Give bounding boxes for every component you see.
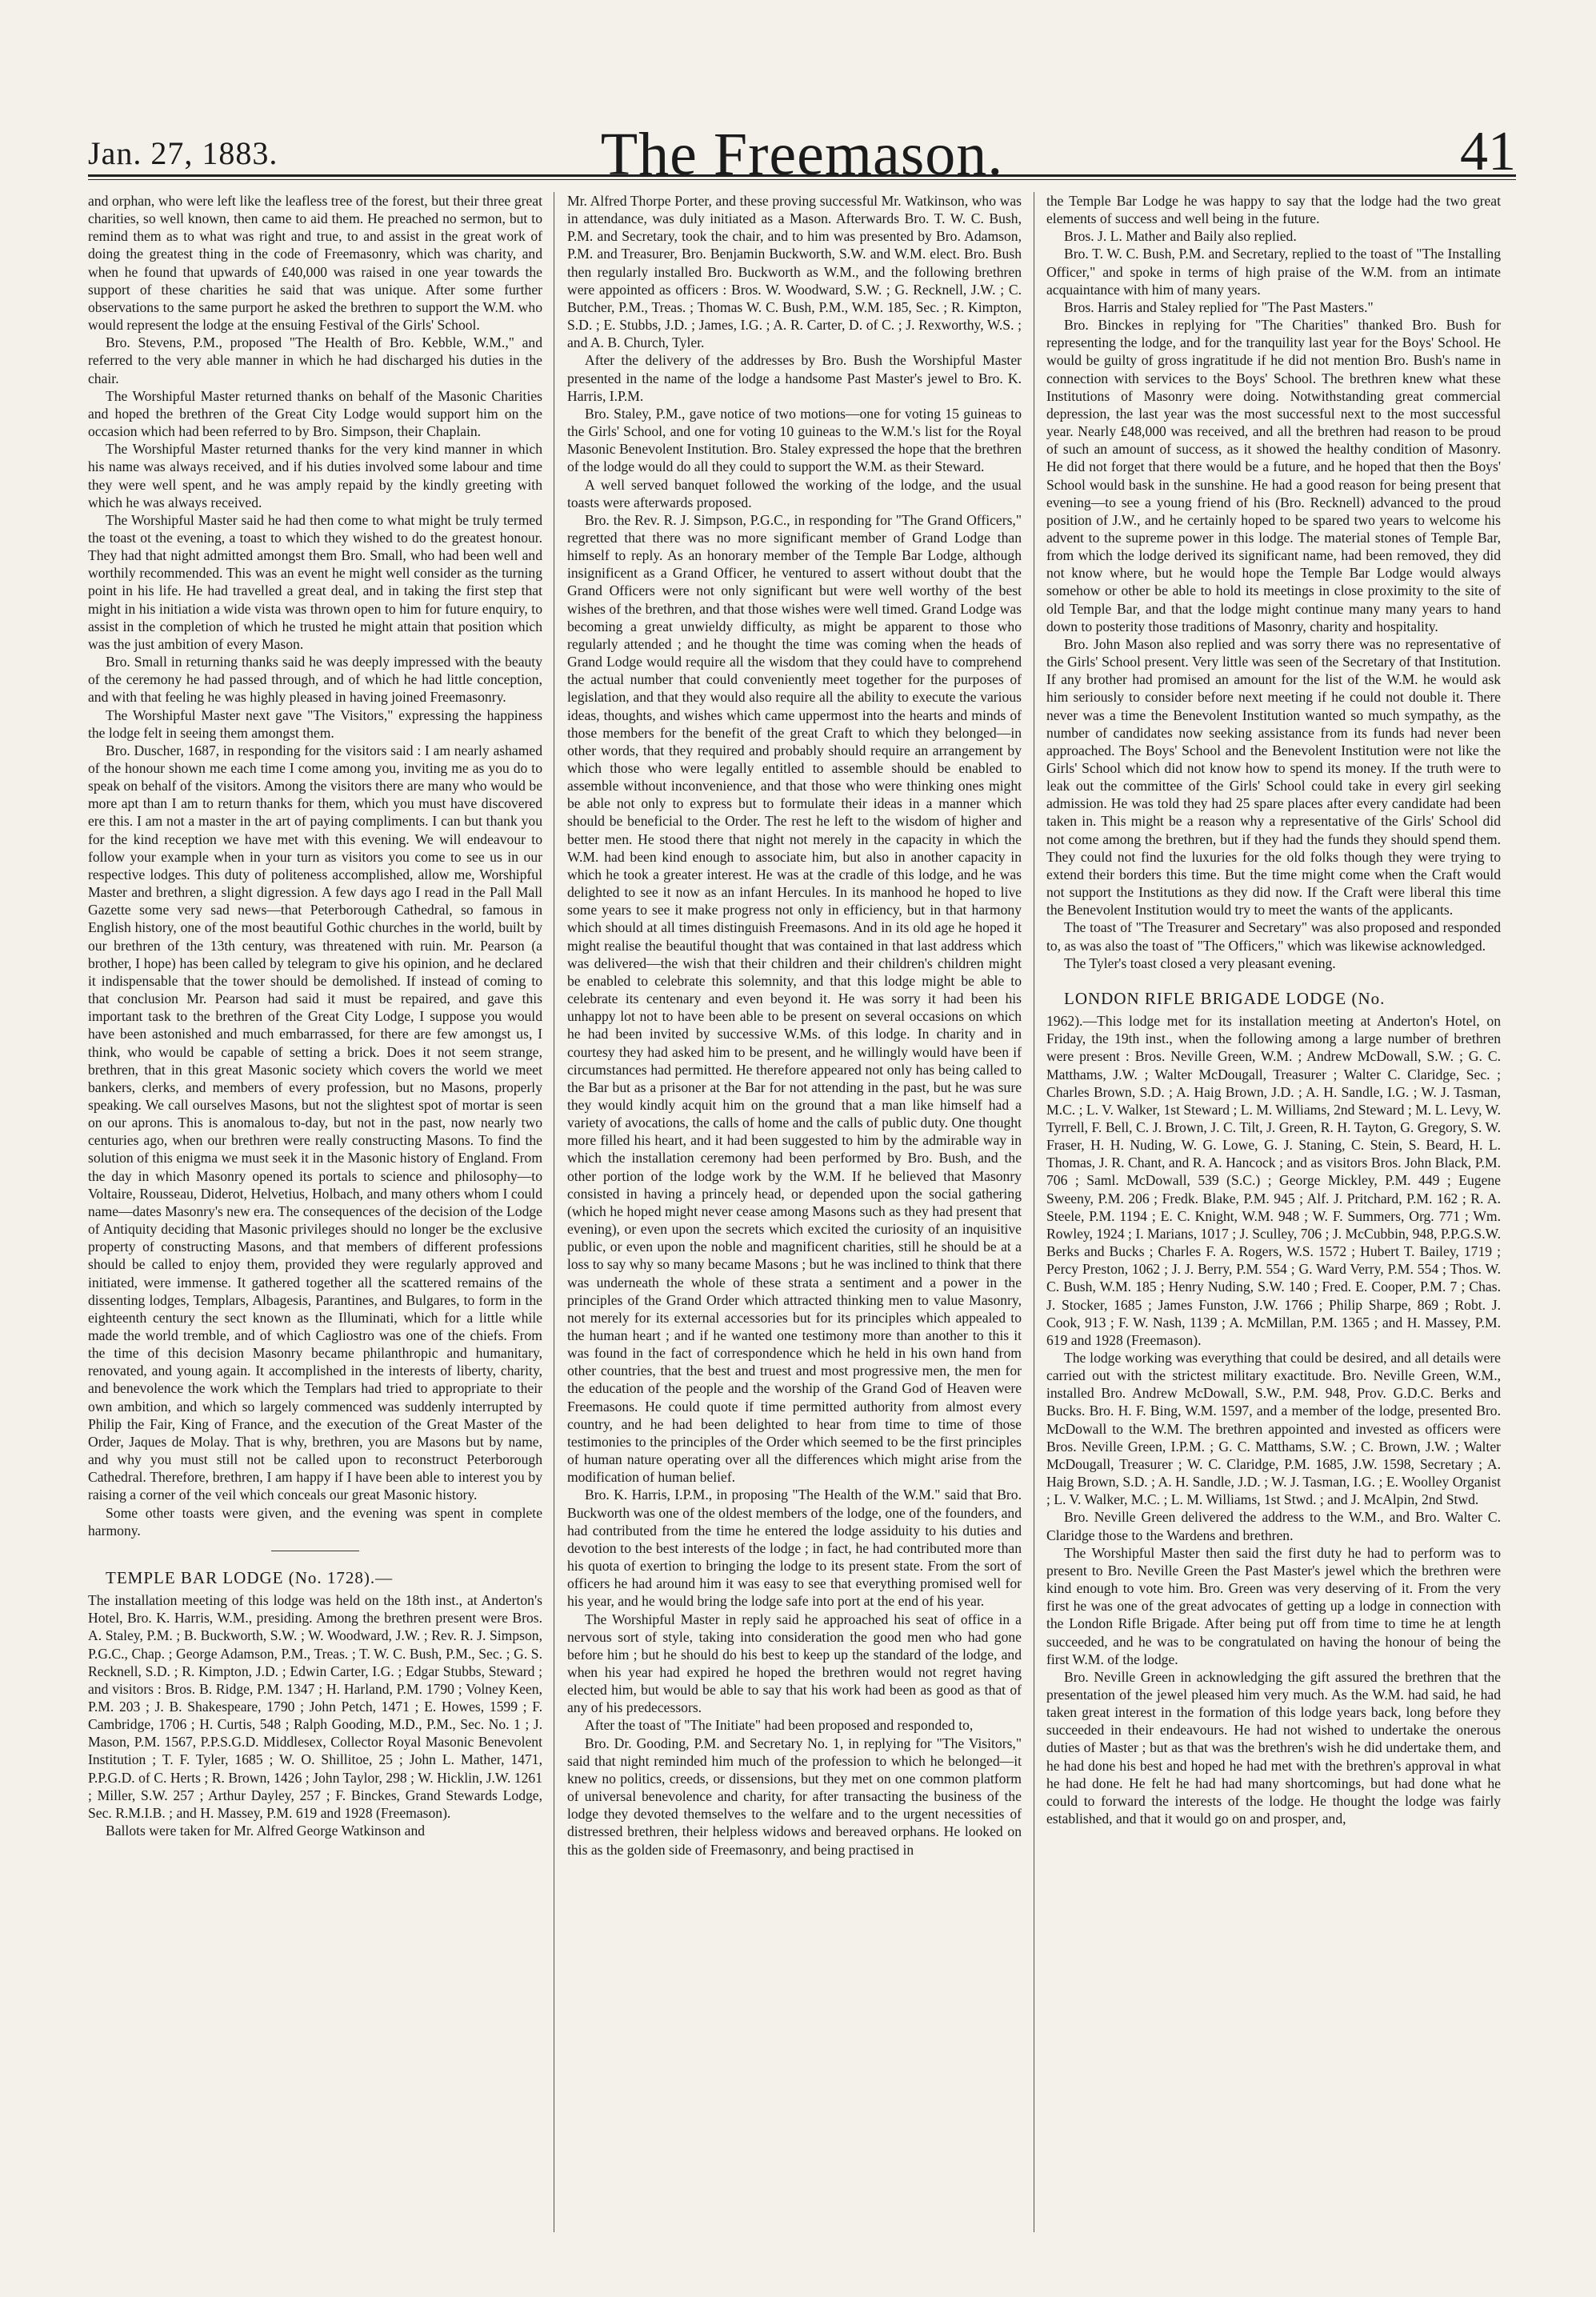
section-heading: LONDON RIFLE BRIGADE LODGE (No. [1064, 988, 1386, 1008]
section-heading: TEMPLE BAR LODGE (No. 1728).— [106, 1567, 394, 1587]
paragraph: Bro. T. W. C. Bush, P.M. and Secretary, replied to the toast of "The Installing Officer," and spoke in terms of high praise of the W.M. from an intimate acquaintance with him of many years. [1046, 246, 1501, 298]
column-2 [567, 192, 1022, 2240]
paragraph: The toast of "The Treasurer and Secretary" was also proposed and responded to, as was also the toast of "The Officers," which was likewise acknowledged. [1046, 919, 1501, 954]
paragraph: Bros. J. L. Mather and Baily also replied. [1064, 228, 1297, 245]
paragraph: After the toast of "The Initiate" had been proposed and responded to, [585, 1717, 974, 1734]
paragraph: Bro. Small in returning thanks said he was deeply impressed with the beauty of the ceremony he had passed through, and of which he had little conception, and with that feeling he was highly pleased in having joined Freemasonry. [88, 654, 542, 706]
paragraph: After the delivery of the addresses by Bro. Bush the Worshipful Master presented in the name of the lodge a handsome Past Master's jewel to Bro. K. Harris, I.P.M. [567, 352, 1022, 404]
paragraph: Bros. Harris and Staley replied for "The Past Masters." [1064, 298, 1374, 315]
paragraph: Mr. Alfred Thorpe Porter, and these proving successful Mr. Watkinson, who was in attendance, was duly initiated as a Mason. Afterwards Bro. T. W. C. Bush, P.M. and Secretary, took the chair, and to him was presented by Bro. Adamson, P.M. and Treasurer, Bro. Benjamin Buckworth, S.W. and W.M. elect. Bro. Bush then regularly installed Bro. Buckworth as W.M., and the following brethren were appointed as officers : Bros. W. Woodward, S.W. ; G. Recknell, J.W. ; C. Butcher, P.M., Treas. ; Thomas W. C. Bush, P.M., W.M. 185, Sec. ; R. Kimpton, S.D. ; E. Stubbs, J.D. ; James, I.G. ; A. R. Carter, D. of C. ; J. Rexworthy, W.S. ; and A. B. Church, Tyler. [567, 193, 1022, 351]
paragraph: The Worshipful Master next gave "The Visitors," expressing the happiness the lodge felt in seeing them amongst them. [88, 706, 542, 741]
paragraph: The Worshipful Master said he had then come to what might be truly termed the toast ot the evening, a toast to which they wished to do the greatest honour. They had that night admitted amongst them Bro. Small, who had been well and worthily recommended. This was an event he might well consider as the turning point in his life. He had travelled a great deal, and in taking the first step that might in his initiation a wide vista was thrown open to him for future enquiry, to assist in the completion of which he trusted he might attain that position which was the just ambition of every Mason. [88, 511, 542, 652]
issue-date: Jan. 27, 1883. [88, 135, 278, 171]
paragraph: Ballots were taken for Mr. Alfred George Watkinson and [106, 1823, 426, 1839]
paragraph: Bro. Duscher, 1687, in responding for the visitors said : I am nearly ashamed of the honour shown me each time I come among you, inviting me as you do to speak on behalf of the visitors. Among the visitors there are many who would be more apt than I am to return thanks for them, which you must have discovered ere this. I am not a master in the art of paying compliments. I can but thank you for the kind reception we have met with this evening. We will endeavour to follow your example when in your turn as visitors you come to see us in our respective lodges. This duty of politeness accomplished, allow me, Worshipful Master and brethren, a slight digression. A few days ago I read in the Pall Mall Gazette some very sad news—that Peterborough Cathedral, so famous in English history, one of the most beautiful Gothic churches in the world, built by our brethren of the 13th century, was threatened with ruin. Mr. Pearson (a brother, I hope) has been called by telegram to give his opinion, and he declared it indispensable that the tower should be demolished. If instead of coming to that conclusion Mr. Pearson had said it must be repaired, and gave this important task to the brethren of the Great City Lodge, I suppose you would have been astonished and much embarrassed, for there are few amongst us, I think, who would be capable of setting a brick. Does it not seem strange, brethren, that in this great Masonic society which covers the world we meet bankers, clerks, and members of every profession, but no Masons, properly speaking. We call ourselves Masons, but not the slightest spot of mortar is seen on our aprons. This is anomalous to-day, but not in the past, now nearly two centuries ago, when our brethren were really constructing Masons. To find the solution of this enigma we must seek it in the Masonic history of England. From the day in which Masonry opened its portals to science and philosophy—to Voltaire, Rousseau, Diderot, Helvetius, Holbach, and many others whom I could name—dates Masonry's new era. The consequences of the decision of the Lodge of Antiquity deciding that Masonic privileges should no longer be the exclusive property of constructing Masons, and that members of different professions should be called to enjoy them, provided they were regularly approved and initiated, were immense. It gathered together all the scattered remains of the dissenting lodges, Templars, Albagesis, Parantines, and Bulgares, to form in the eighteenth century the sect known as the Illuminati, which for a little while made the world tremble, and of which Cagliostro was one of the chiefs. From the time of this decision Masonry became philanthropic and humanitary, renovated, and young again. It accomplished in the interests of liberty, charity, and benevolence the work which the Templars had tried to appropriate to their own ambition, and which so largely commenced was suddenly interrupted by Philip the Fair, King of France, and the execution of the Great Master of the Order, Jaques de Molay. That is why, brethren, you are Masons but by name, and why you must still not be called upon to reconstruct Peterborough Cathedral. Therefore, brethren, I am happy if I have been able to interest you by raising a corner of the veil which conceals our great Masonic history. [88, 742, 542, 1503]
paragraph: Bro. Binckes in replying for "The Charities" thanked Bro. Bush for representing the lodge, and for the tranquility last year for the Boys' School. He would be guilty of gross ingratitude if he did not mention Bro. Bush's name in connection with services to the Boys' School. The brethren knew what these Institutions of Masonry were doing. Notwithstanding great commercial depression, the last year was the most successful next to the most successful year. Nearly £48,000 was received, and all the brethren had reason to be proud of such an amount of success, as it showed the healthy condition of Masonry. He did not forget that there would be a future, and he hoped that then the Boys' School would bask in the sunshine. He had a good reason for being present that evening—to see a young friend of his (Bro. Recknell) advanced to the proud position of J.W., and he certainly hoped to be spared two years to welcome his advent to the supreme power in this lodge. The material stones of Temple Bar, from which the lodge derived its significant name, had been removed, they did not know where, but he would hope the Temple Bar Lodge would always somehow or other be able to hold its meetings in close proximity to the site of old Temple Bar, and that the lodge might continue many many years to hand down to posterity those traditions of Masonry, charity and hospitality. [1046, 317, 1501, 634]
paragraph: The Tyler's toast closed a very pleasant evening. [1064, 954, 1336, 971]
masthead-title: The Freemason. [600, 121, 1004, 188]
paragraph: Bro. John Mason also replied and was sorry there was no representative of the Girls' School present. Very little was seen of the Secretary of that Institution. If any brother had promised an amount for the list of the W.M. he would ask him seriously to consider before next meeting if he could not double it. There never was a time the Benevolent Institution wanted so much sympathy, as the number of candidates now seeking assistance from its funds had never been approached. The Boys' School and the Benevolent Institution were not like the Girls' School which did not know how to spend its money. If the truth were to leak out the committee of the Girls' School could take in every girl seeking admission. He was told they had 25 spare places after every candidate had been taken in. This might be a reason why a representative of the Girls' School did not come among the brethren, but if they had the funds they should spend them. They could not find the luxuries for the old folks though they were trying to extend their borders this time. But the time might come when the Craft would not support the Institutions as they did now. If the Craft were liberal this time the Benevolent Institution would try to meet the wants of the applicants. [1046, 635, 1501, 918]
header-rule [88, 174, 1516, 177]
paragraph: the Temple Bar Lodge he was happy to say that the lodge had the two great elements of success and well being in the future. [1046, 193, 1501, 227]
column-1 [88, 192, 542, 2240]
paragraph: The installation meeting of this lodge was held on the 18th inst., at Anderton's Hotel, Bro. K. Harris, W.M., presiding. Among the brethren present were Bros. A. Staley, P.M. ; B. Buckworth, S.W. ; W. Woodward, J.W. ; Rev. R. J. Simpson, P.G.C., Chap. ; George Adamson, P.M., Treas. ; T. W. C. Bush, P.M., Sec. ; G. S. Recknell, S.D. ; R. Kimpton, J.D. ; Edwin Carter, I.G. ; Edgar Stubbs, Steward ; and visitors : Bros. B. Ridge, P.M. 1347 ; H. Harland, P.M. 1790 ; Volney Keen, P.M. 203 ; J. B. Shakespeare, 1790 ; John Petch, 1471 ; E. Howes, 1599 ; F. Cambridge, 1706 ; H. Curtis, 548 ; Ralph Gooding, M.D., P.M., Sec. No. 1 ; J. Mason, P.M. 1567, P.P.S.G.D. Middlesex, Collector Royal Masonic Benevolent Institution ; T. F. Tyler, 1685 ; W. O. Shillitoe, 25 ; John L. Mather, 1471, P.P.G.D. of C. Herts ; R. Brown, 1426 ; John Taylor, 298 ; W. Hicklin, J.W. 1261 ; Miller, S.W. 257 ; Arthur Dayley, 257 ; F. Binckes, Grand Stewards Lodge, Sec. R.M.I.B. ; and H. Massey, P.M. 619 and 1928 (Freemason). [88, 1592, 542, 1821]
paragraph: Some other toasts were given, and the evening was spent in complete harmony. [88, 1504, 542, 1539]
paragraph: Bro. K. Harris, I.P.M., in proposing "The Health of the W.M." said that Bro. Buckworth was one of the oldest members of the lodge, one of the founders, and had contributed from the time he entered the lodge assiduity to his duties and devotion to the best interests of the lodge ; in fact, he had contributed more than his quota of exertion to bringing the lodge to its present state. From the sort of officers he had around him it was easy to see that everything promised well for his year, and he would bring the lodge safe into port at the end of his year. [567, 1487, 1022, 1610]
page-number: 41 [1460, 121, 1516, 182]
column-3 [1046, 192, 1501, 2240]
paragraph: The Worshipful Master in reply said he approached his seat of office in a nervous sort of style, taking into consideration the good men who had gone before him ; but he should do his best to keep up the standard of the lodge, and when his year had expired he hoped the brethren would not regret having elected him, but would be able to say that his work had been as good as that of any of his predecessors. [567, 1611, 1022, 1716]
page-header [88, 120, 1516, 188]
paragraph: Bro. Neville Green in acknowledging the gift assured the brethren that the presentation of the jewel pleased him very much. As the W.M. had said, he had taken great interest in the formation of this lodge years back, long before they succeeded in their endeavours. He had not wished to undertake the onerous duties of Master ; but as that was the brethren's wish he did undertake them, and he had done his best and hoped he had met with the brethren's approval in what he had done. He felt he had had many shortcomings, but had done what he could to forward the interests of the lodge. He thought the lodge was fairly established, and that it would go on and prosper, and, [1046, 1668, 1501, 1827]
paragraph: A well served banquet followed the working of the lodge, and the usual toasts were afterwards proposed. [567, 476, 1022, 510]
paragraph: The lodge working was everything that could be desired, and all details were carried out with the strictest military exactitude. Bro. Neville Green, W.M., installed Bro. Andrew McDowall, S.W., P.M. 948, Prov. G.D.C. Berks and Bucks. Bro. H. F. Bing, W.M. 1597, and a member of the lodge, presented Bro. McDowall to the W.M. The brethren appointed and invested as officers were Bros. Neville Green, I.P.M. ; G. C. Matthams, S.W. ; C. Brown, J.W. ; Walter McDougall, Treasurer ; W. C. Claridge, P.M. 1685, J.W. 1598, Secretary ; A. Haig Brown, S.D. ; A. H. Sandle, J.D. ; W. J. Tasman, I.G. ; E. Woolley Organist ; L. V. Walker, M.C. ; L. M. Williams, 1st Stwd. ; and J. McAlpin, 2nd Stwd. [1046, 1350, 1501, 1508]
paragraph: The Worshipful Master returned thanks for the very kind manner in which his name was always received, and if his duties involved some labour and time they were well spent, and he was amply repaid by the kindly greeting with which he was always received. [88, 441, 542, 510]
paragraph: 1962).—This lodge met for its installation meeting at Anderton's Hotel, on Friday, the 19th inst., when the following among a large number of brethren were present : Bros. Neville Green, W.M. ; Andrew McDowall, S.W. ; G. C. Matthams, J.W. ; Walter McDougall, Treasurer ; Walter C. Claridge, Sec. ; Charles Brown, S.D. ; A. Haig Brown, J.D. ; A. H. Sandle, I.G. ; W. J. Tasman, M.C. ; L. V. Walker, 1st Steward ; L. M. Williams, 2nd Steward ; M. L. Levy, W. Tyrrell, F. Bell, C. J. Brown, J. C. Tilt, J. Green, R. H. Tayton, G. Gregory, S. W. Fraser, H. H. Nuding, W. G. Lowe, G. J. Staning, C. Stein, S. Beard, H. L. Thomas, J. R. Chant, and R. A. Hancock ; and as visitors Bros. John Black, P.M. 706 ; Saml. McDowall, 539 (S.C.) ; George Mickley, P.M. 449 ; Eugene Sweeny, P.M. 206 ; Fredk. Blake, P.M. 945 ; Alf. J. Pritchard, P.M. 162 ; R. A. Steele, P.M. 1194 ; E. C. Knight, W.M. 948 ; W. F. Summers, Org. 771 ; Wm. Rowley, 1924 ; I. Marians, 1017 ; J. Sculley, 706 ; J. McCubbin, 948, P.P.G.S.W. Berks and Bucks ; Charles F. A. Rogers, W.S. 1572 ; Hubert T. Bailey, 1719 ; Percy Preston, 1062 ; J. J. Berry, P.M. 554 ; G. Ward Verry, P.M. 554 ; Thos. W. C. Bush, W.M. 185 ; Henry Nuding, S.W. 140 ; Fred. E. Cooper, P.M. 7 ; Chas. J. Stocker, 1685 ; James Funston, J.W. 1766 ; Philip Sharpe, 869 ; Robt. J. Cook, 913 ; F. W. Nash, 1139 ; A. McMillan, P.M. 1365 ; and H. Massey, P.M. 619 and 1928 (Freemason). [1046, 1013, 1501, 1348]
paragraph: Bro. Staley, P.M., gave notice of two motions—one for voting 15 guineas to the Girls' School, and one for voting 10 guineas to the W.M.'s list for the Royal Masonic Benevolent Institution. Bro. Staley expressed the hope that the brethren of the lodge would do all they could to support the W.M. as their Steward. [567, 405, 1022, 475]
header-rule-thin [88, 179, 1516, 180]
paragraph: The Worshipful Master returned thanks on behalf of the Masonic Charities and hoped the brethren of the Great City Lodge would support him on the occasion which had been referred to by Bro. Simpson, their Chaplain. [88, 387, 542, 440]
paragraph: Bro. the Rev. R. J. Simpson, P.G.C., in responding for "The Grand Officers," regretted that there was no more significant member of Grand Lodge than himself to reply. As an honorary member of the Temple Bar Lodge, although insignificent as a Grand Officer, he ventured to assert without doubt that the Grand Officers were not only significant but were well worthy of the best wishes of the brethren, and that those wishes were well timed. Grand Lodge was becoming a great unwieldy difficulty, as might be apparent to those who regularly attended ; and he thought the time was coming when the heads of Grand Lodge would require all the wisdom that they could have to comprehend the actual number that could conveniently meet together for the purposes of legislation, and that they would also require all the ability to execute the various ideas, thoughts, and wishes which came uppermost into the hearts and minds of those members for the benefit of the great Craft to which they belonged—in other words, that they required and probably should require an arrangement by which those who were legally entitled to assemble should be enabled to assemble without inconvenience, and that those who were thinking ones might be able not only to express but to formulate their ideas in a manner which should be beneficial to the Order. The rest he left to the wisdom of higher and better men. He stood there that night not merely in the capacity in which the W.M. had been kind enough to associate him, but also in another capacity in which he took a greater interest. He was at the cradle of this lodge, and he was delighted to see it now as an infant Hercules. In its manhood he hoped to live some years to see it make progress not only in efficiency, but in that harmony which should at all times distinguish Freemasons. And in its old age he hoped it might realise the beautiful thought that was contained in that last address which was delivered—the wish that their children and their children's children might be enabled to celebrate this solemnity, and that this lodge might be able to celebrate its centenary and even beyond it. He was sorry it had been his unhappy lot not to have been able to be present on several occasions on which he had been invited by successive W.Ms. of this lodge. In charity and in courtesy they had asked him to be present, and he willingly would have been if circumstances had permitted. He therefore appeared not only has being called to the Bar but as a prisoner at the Bar for not attending in the past, but he was sure they would kindly acquit him on the ground that a man like himself had a variety of avocations, the calls of home and the calls of public duty. One thought more filled his heart, and it had been suggested to him by the admirable way in which the installation ceremony had been performed by Bro. Bush, and the other portion of the lodge work by the W.M. If he believed that Masonry consisted in having a princely head, or depended upon the social gathering (which he hoped might never cease among Masons such as they had present that evening), or even upon the secrets which excited the curiosity of an inquisitive public, or even upon the noble and magnificent charities, still he should be at a loss to say why so many became Masons ; but he was inclined to think that there was underneath the whole of these strata a sentiment and a power in the principles of the Grand Order which attracted thinking men to value Masonry, not merely for its external accessories but for its principles which appealed to the human heart ; and if he wanted one testimony more than another to this it was found in the fact of correspondence which he held in his own hand from other countries, that the best and truest and most progressive men, the men for the education of the people and the worship of the Grand God of Heaven were Freemasons. He could quote if time permitted authority from almost every country, and he had been delighted to hear from time to time of those testimonies to the principles of the Order which seemed to be the first principles of human nature operating over all the differences which might arise from the modification of human belief. [567, 511, 1022, 1486]
paragraph: Bro. Dr. Gooding, P.M. and Secretary No. 1, in replying for "The Visitors," said that night reminded him much of the profession to which he belonged—it knew no politics, creeds, or dissensions, but they met on one common platform of universal benevolence and charity, for after transacting the business of the lodge they devoted themselves to the welfare and to the urgent necessities of distressed brethren, their helpless widows and bereaved orphans. He looked on this as the golden side of Freemasonry, and being practised in [567, 1735, 1022, 1858]
paragraph: Bro. Neville Green delivered the address to the W.M., and Bro. Walter C. Claridge those to the Wardens and brethren. [1046, 1509, 1501, 1543]
paragraph: The Worshipful Master then said the first duty he had to perform was to present to Bro. Neville Green the Past Master's jewel which the brethren were kind enough to vote him. Bro. Green was very deserving of it. From the very first he was one of the great advocates of getting up a lodge in connection with the London Rifle Brigade. After being put off from time to time he at length succeeded, and he was to be congratulated on having the honour of being the first W.M. of the lodge. [1046, 1544, 1501, 1667]
paragraph: Bro. Stevens, P.M., proposed "The Health of Bro. Kebble, W.M.," and referred to the very able manner in which he had discharged his duties in the chair. [88, 334, 542, 386]
paragraph: and orphan, who were left like the leafless tree of the forest, but their three great charities, so well known, then came to aid them. He preached no sermon, but to remind them as to what was right and true, to and assist in the great work of doing the greatest thing in the code of Freemasonry, which was charity, and when he found that upwards of £40,000 was raised in one year towards the support of these charities he said that was unique. After some further observations to the same purport he asked the brethren to support the W.M. who would represent the lodge at the ensuing Festival of the Girls' School. [88, 193, 542, 334]
